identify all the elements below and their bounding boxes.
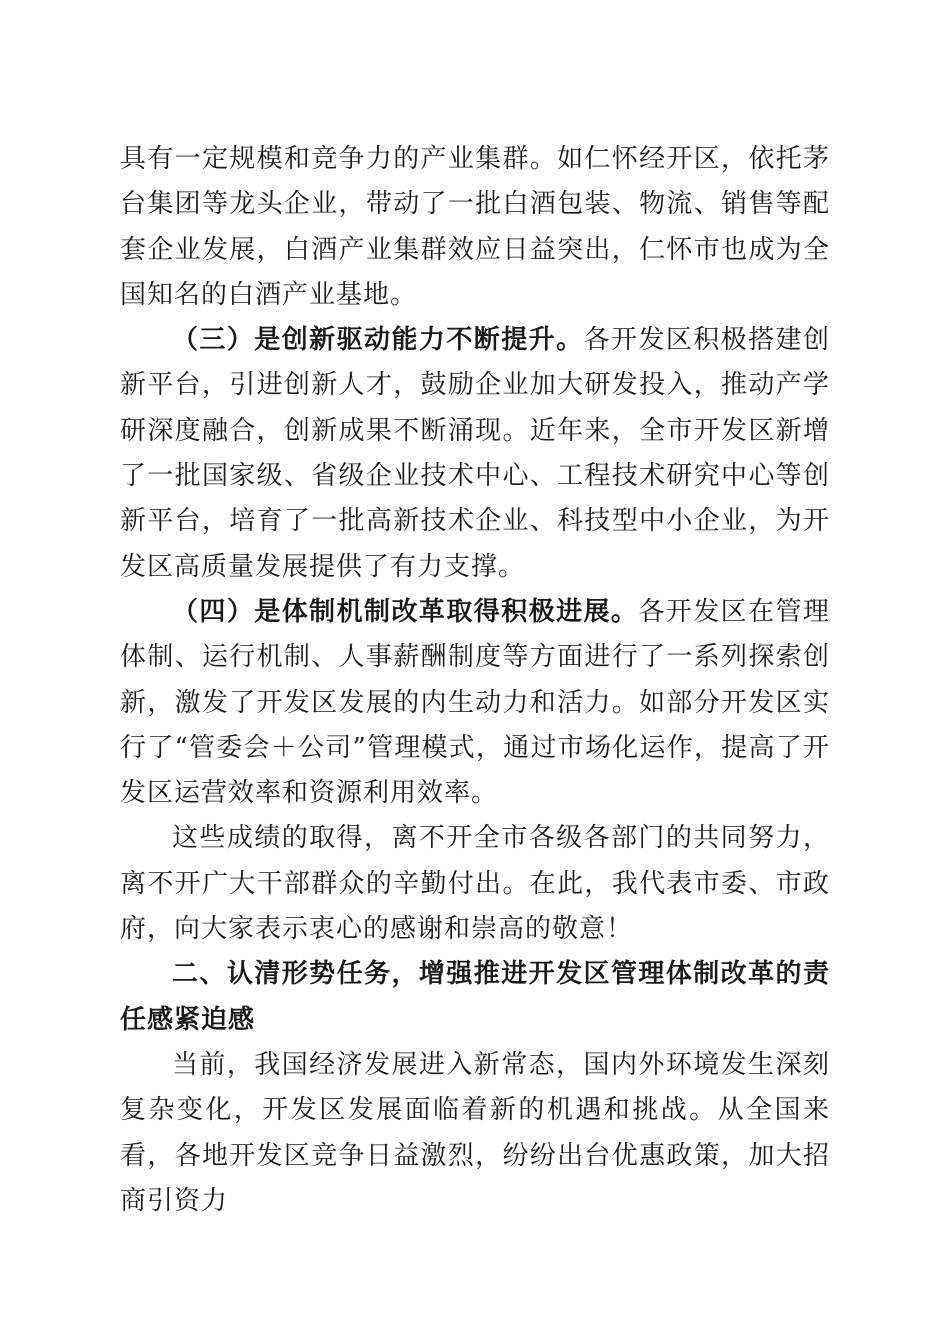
paragraph-current-situation xyxy=(120,1043,830,1224)
paragraph-text: 这些成绩的取得，离不开全市各级各部门的共同努力，离不开广大干部群众的辛勤付出。在此，我代表市委、市政府，向大家表示衷心的感谢和崇高的敬意！ xyxy=(120,823,830,945)
section-heading: 二、认清形势任务，增强推进开发区管理体制改革的责任感紧迫感 xyxy=(120,959,830,1035)
paragraph-lead: （四）是体制机制改革取得积极进展。 xyxy=(172,596,639,627)
paragraph-text: 当前，我国经济发展进入新常态，国内外环境发生深刻复杂变化，开发区发展面临着新的机遇和挑战。从全国来看，各地开发区竞争日益激烈，纷纷出台优惠政策，加大招商引资力 xyxy=(120,1049,830,1216)
paragraph-industry-cluster xyxy=(120,137,830,318)
paragraph-text: 各开发区积极搭建创新平台，引进创新人才，鼓励企业加大研发投入，推动产学研深度融合，创新成果不断涌现。近年来，全市开发区新增了一批国家级、省级企业技术中心、工程技术研究中心等创新平台，培育了一批高新技术企业、科技型中小企业，为开发区高质量发展提供了有力支撑。 xyxy=(120,325,830,582)
paragraph-text: 具有一定规模和竞争力的产业集群。如仁怀经开区，依托茅台集团等龙头企业，带动了一批白酒包装、物流、销售等配套企业发展，白酒产业集群效应日益突出，仁怀市也成为全国知名的白酒产业基地。 xyxy=(120,144,830,310)
document-body xyxy=(120,137,830,1224)
paragraph-lead: （三）是创新驱动能力不断提升。 xyxy=(172,325,584,356)
paragraph-acknowledgement xyxy=(120,816,830,952)
paragraph-text: 各开发区在管理体制、运行机制、人事薪酬制度等方面进行了一系列探索创新，激发了开发区发展的内生动力和活力。如部分开发区实行了“管委会＋公司”管理模式，通过市场化运作，提高了开发区运营效率和资源利用效率。 xyxy=(120,596,830,809)
paragraph-innovation xyxy=(120,318,830,590)
paragraph-reform xyxy=(120,590,830,816)
